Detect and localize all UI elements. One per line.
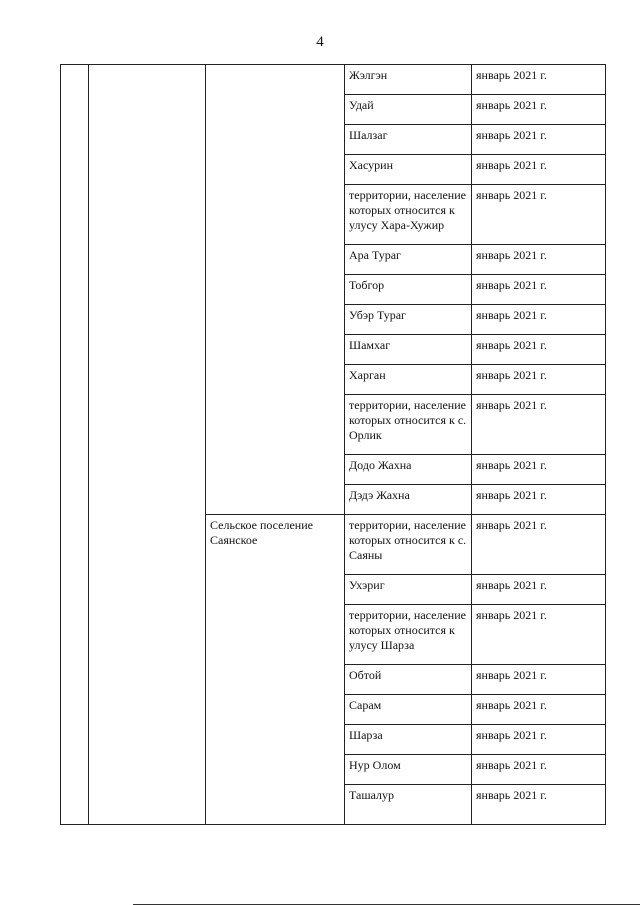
date-cell: январь 2021 г. (472, 575, 606, 605)
locality-cell: территории, население которых относится к с. Орлик (345, 395, 472, 455)
district-column-cell (89, 65, 206, 825)
page-number: 4 (316, 34, 324, 50)
locality-cell: Додо Жахна (345, 455, 472, 485)
date-cell: январь 2021 г. (472, 725, 606, 755)
locality-cell: Сарам (345, 695, 472, 725)
locality-cell: Харган (345, 365, 472, 395)
number-column-cell (61, 65, 89, 825)
date-cell: январь 2021 г. (472, 335, 606, 365)
settlement-cell-upper (206, 65, 345, 515)
date-cell: январь 2021 г. (472, 125, 606, 155)
date-cell: январь 2021 г. (472, 245, 606, 275)
date-cell: январь 2021 г. (472, 755, 606, 785)
date-cell: январь 2021 г. (472, 305, 606, 335)
date-cell: январь 2021 г. (472, 95, 606, 125)
settlement-schedule-table (60, 64, 606, 825)
locality-cell: Убэр Тураг (345, 305, 472, 335)
settlement-cell (206, 515, 345, 825)
locality-cell: Дэдэ Жахна (345, 485, 472, 515)
date-cell: январь 2021 г. (472, 365, 606, 395)
date-cell: январь 2021 г. (472, 275, 606, 305)
table-row (61, 65, 606, 95)
date-cell: январь 2021 г. (472, 485, 606, 515)
locality-cell: Шалзаг (345, 125, 472, 155)
date-cell: январь 2021 г. (472, 65, 606, 95)
locality-cell: Шамхаг (345, 335, 472, 365)
locality-cell: Обтой (345, 665, 472, 695)
date-cell: январь 2021 г. (472, 455, 606, 485)
date-cell: январь 2021 г. (472, 395, 606, 455)
date-cell: январь 2021 г. (472, 695, 606, 725)
locality-cell: Ара Тураг (345, 245, 472, 275)
locality-cell: территории, население которых относится к улусу Хара-Хужир (345, 185, 472, 245)
date-cell: январь 2021 г. (472, 155, 606, 185)
locality-cell: Нур Олом (345, 755, 472, 785)
date-cell: январь 2021 г. (472, 665, 606, 695)
settlement-label: Сельское поселение Саянское (210, 518, 313, 547)
locality-cell: территории, население которых относится к с. Саяны (345, 515, 472, 575)
locality-cell: территории, население которых относится к улусу Шарза (345, 605, 472, 665)
locality-cell: Удай (345, 95, 472, 125)
locality-cell: Жэлгэн (345, 65, 472, 95)
locality-cell: Шарза (345, 725, 472, 755)
locality-cell: Ташалур (345, 785, 472, 825)
date-cell: январь 2021 г. (472, 515, 606, 575)
date-cell: январь 2021 г. (472, 605, 606, 665)
locality-cell: Ухэриг (345, 575, 472, 605)
locality-cell: Хасурин (345, 155, 472, 185)
date-cell: январь 2021 г. (472, 185, 606, 245)
date-cell: январь 2021 г. (472, 785, 606, 825)
locality-cell: Тобгор (345, 275, 472, 305)
